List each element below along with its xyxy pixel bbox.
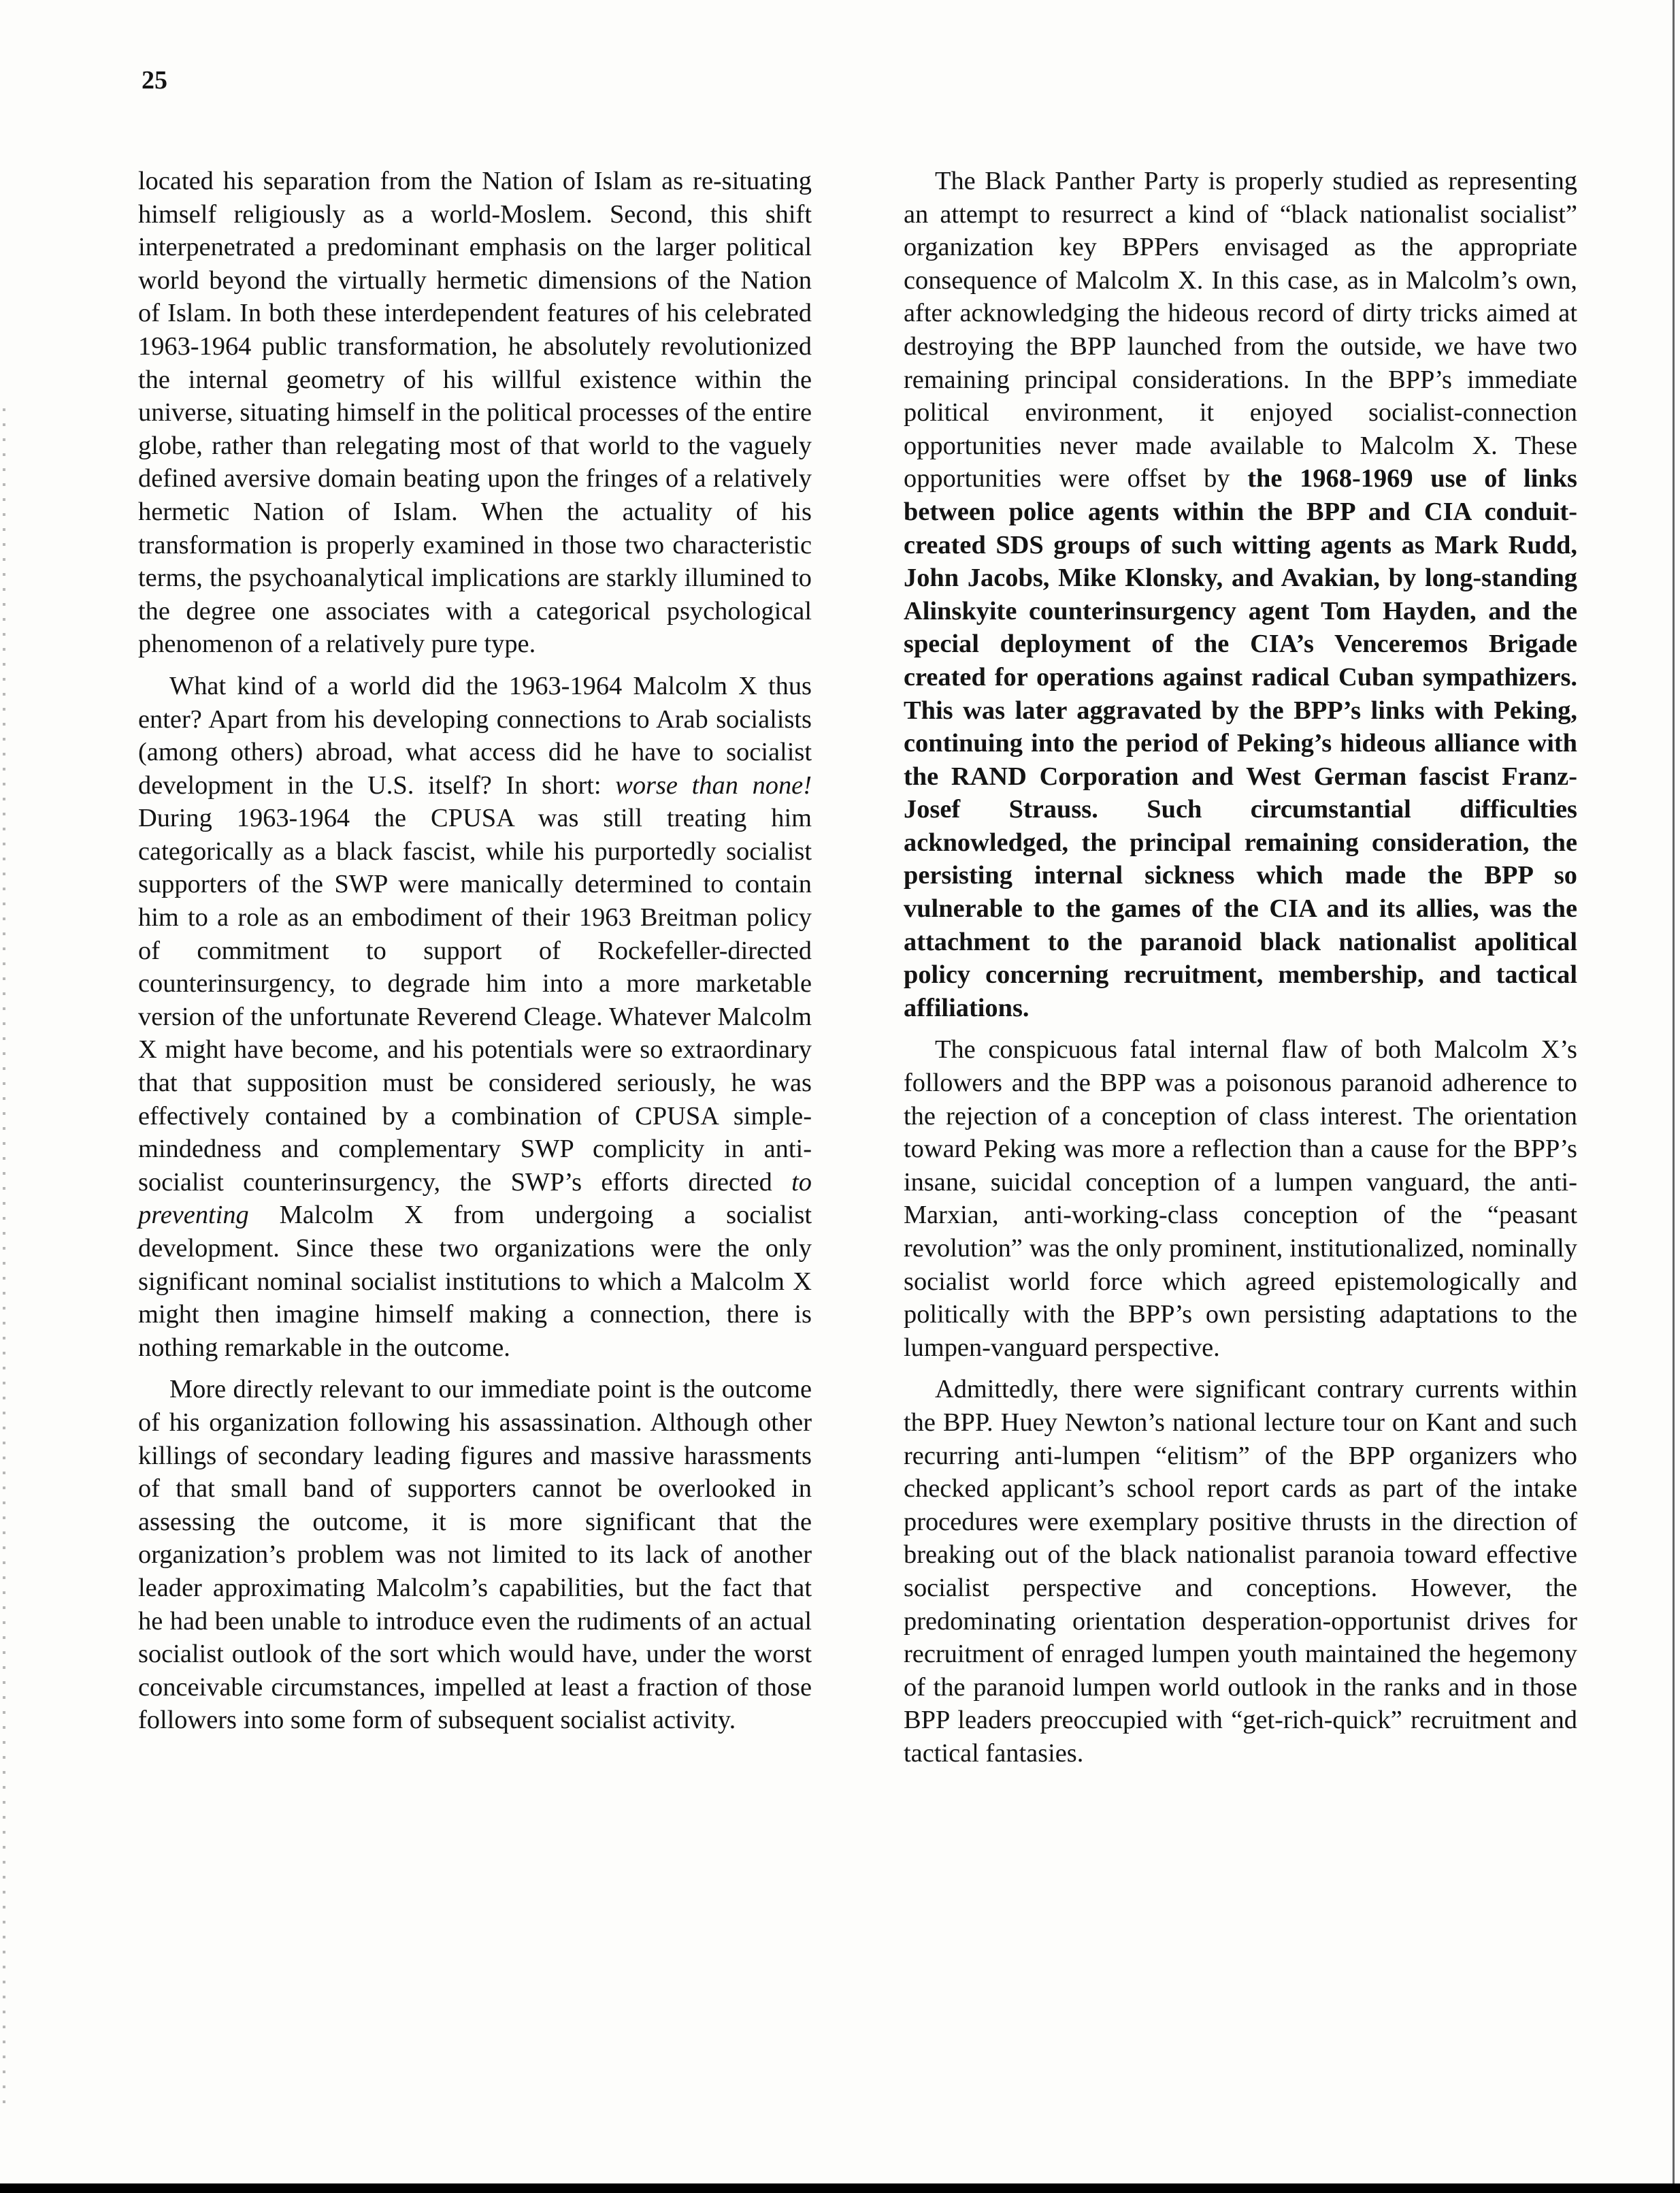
scan-edge-left: [3, 408, 5, 2110]
left-column: [138, 165, 812, 1746]
right-paragraph-1: [904, 165, 1577, 1024]
left-paragraph-2-emphasis-a: worse than none!: [615, 770, 812, 800]
right-paragraph-3: Admittedly, there were significant contrary currents within the BPP. Huey Newton’s national lecture tour on Kant and such recurring anti-lumpen “elitism” of the BPP organizers who checked applicant’s school report cards as part of the intake procedures were exemplary positive thrusts in the direction of breaking out of the black nationalist paranoia toward effective socialist perspective and conceptions. However, the predominating orientation desperation-opportunist drives for recruitment of enraged lumpen youth maintained the hegemony of the paranoid lumpen world outlook in the ranks and in those BPP leaders preoccupied with “get-rich-quick” recruitment and tactical fantasies.: [904, 1375, 1577, 1768]
left-paragraph-1: located his separation from the Nation of Islam as re-situating himself religiously as a world-Moslem. Second, this shift interpenetrated a predominant emphasis on the larger political world beyond the virtually hermetic dimensions of the Nation of Islam. In both these interdependent features of his celebrated 1963-1964 public transformation, he absolutely revolutionized the internal geometry of his willful existence within the universe, situating himself in the political processes of the entire globe, rather than relegating most of that world to the vaguely defined aversive domain beating upon the fringes of a relatively hermetic Nation of Islam. When the actuality of his transformation is properly examined in those two characteristic terms, the psychoanalytical implications are starkly illumined to the degree one associates with a categorical psychological phenomenon of a relatively pure type.: [138, 167, 812, 659]
left-paragraph-2: [138, 670, 812, 1364]
scan-edge-bottom: [0, 2183, 1680, 2193]
right-paragraph-2: The conspicuous fatal internal flaw of both Malcolm X’s followers and the BPP was a poisonous paranoid adherence to the rejection of a conception of class interest. The orientation toward Peking was more a reflection than a cause for the BPP’s insane, suicidal conception of a lumpen vanguard, the anti-Marxian, anti-working-class conception of the “peasant revolution” was the only prominent, institutionalized, nominally socialist world force which agreed epistemologically and politically with the BPP’s own persisting adaptations to the lumpen-vanguard perspective.: [904, 1035, 1577, 1362]
left-paragraph-2-text-c: Malcolm X from undergoing a socialist development. Since these two organizations were the only significant nominal socialist institutions to which a Malcolm X might then imagine himself making a connection, there is nothing remarkable in the outcome.: [138, 1201, 812, 1362]
scan-edge-right: [1673, 0, 1675, 2193]
right-paragraph-1-bold-text: the 1968-1969 use of links between police agents within the BPP and CIA conduit-created SDS groups of such witting agents as Mark Rudd, John Jacobs, Mike Klonsky, and Avakian, by long-standing Alinskyite counterinsurgency agent Tom Hayden, and the special deployment of the CIA’s Venceremos Brigade created for operations against radical Cuban sympathizers. This was later aggravated by the BPP’s links with Peking, continuing into the period of Peking’s hideous alliance with the RAND Corporation and West German fascist Franz-Josef Strauss. Such circumstantial difficulties acknowledged, the principal remaining consideration, the persisting internal sickness which made the BPP so vulnerable to the games of the CIA and its allies, was the attachment to the paranoid black nationalist apolitical policy concerning recruitment, membership, and tactical affiliations.: [904, 464, 1578, 1022]
left-paragraph-3: More directly relevant to our immediate point is the outcome of his organization following his assassination. Although other killings of secondary leading figures and massive harassments of that small band of supporters cannot be overlooked in assessing the outcome, it is more significant that the organization’s problem was not limited to its lack of another leader approximating Malcolm’s capabilities, but the fact that he had been unable to introduce even the rudiments of an actual socialist outlook of the sort which would have, under the worst conceivable circumstances, impelled at least a fraction of those followers into some form of subsequent socialist activity.: [138, 1375, 812, 1735]
left-paragraph-2-text-a: What kind of a world did the 1963-1964 Malcolm X thus enter? Apart from his developing connections to Arab socialists (among others) abroad, what access did he have to socialist development in the U.S. itself? In short:: [138, 671, 812, 800]
right-paragraph-1-text: The Black Panther Party is properly studied as representing an attempt to resurrect a kind of “black nationalist socialist” organization key BPPers envisaged as the appropriate consequence of Malcolm X. In this case, as in Malcolm’s own, after acknowledging the hideous record of dirty tricks aimed at destroying the BPP launched from the outside, we have two remaining principal considerations. In the BPP’s immediate political environment, it enjoyed socialist-connection opportunities never made available to Malcolm X. These opportunities were offset by: [904, 167, 1577, 493]
page-number: 25: [142, 66, 167, 95]
right-column: [904, 165, 1577, 1779]
left-paragraph-2-emphasis-b: to preventing: [138, 1167, 812, 1230]
left-paragraph-2-text-b: During 1963-1964 the CPUSA was still treating him categorically as a black fascist, while his purportedly socialist supporters of the SWP were manically determined to contain him to a role as an embodiment of their 1963 Breitman policy of commitment to support of Rockefeller-directed counterinsurgency, to degrade him into a more marketable version of the unfortunate Reverend Cleage. Whatever Malcolm X might have become, and his potentials were so extraordinary that that supposition must be considered seriously, he was effectively contained by a combination of CPUSA simple-mindedness and complementary SWP complicity in anti-socialist counterinsurgency, the SWP’s efforts directed: [138, 804, 812, 1197]
